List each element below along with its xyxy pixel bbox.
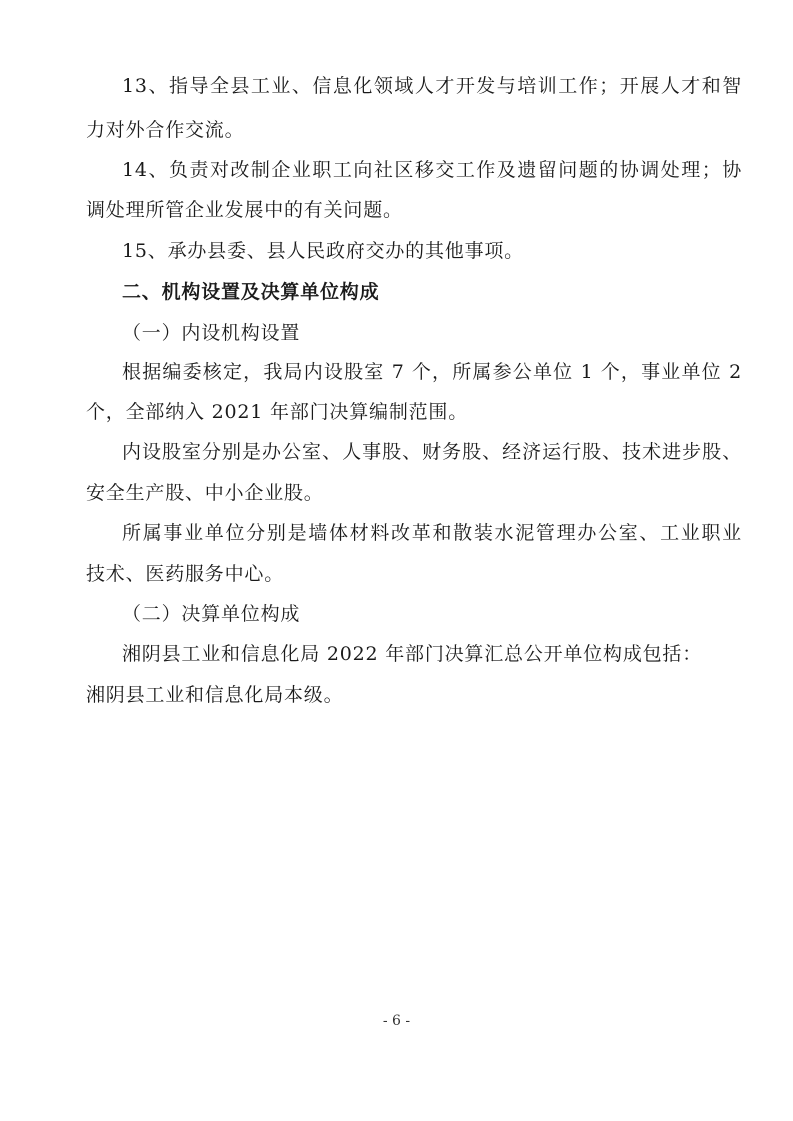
subheading-1: （一）内设机构设置 <box>122 322 301 344</box>
paragraph-13-line-1: 13、指导全县工业、信息化领域人才开发与培训工作；开展人才和智 <box>122 75 742 97</box>
paragraph-14-line-2: 调处理所管企业发展中的有关问题。 <box>86 199 403 221</box>
subheading-2: （二）决算单位构成 <box>122 603 301 625</box>
paragraph-compose-line-1: 湘阴县工业和信息化局 2022 年部门决算汇总公开单位构成包括： <box>122 643 703 665</box>
paragraph-offices-line-2: 安全生产股、中小企业股。 <box>86 482 324 504</box>
paragraph-core-line-1: 根据编委核定，我局内设股室 7 个，所属参公单位 1 个，事业单位 2 <box>122 361 742 383</box>
paragraph-units-line-1: 所属事业单位分别是墙体材料改革和散装水泥管理办公室、工业职业 <box>122 522 742 544</box>
paragraph-units-line-2: 技术、医药服务中心。 <box>86 563 285 585</box>
paragraph-13-line-2: 力对外合作交流。 <box>86 119 245 141</box>
paragraph-15: 15、承办县委、县人民政府交办的其他事项。 <box>122 240 524 262</box>
section-heading-2: 二、机构设置及决算单位构成 <box>122 281 380 303</box>
paragraph-offices-line-1: 内设股室分别是办公室、人事股、财务股、经济运行股、技术进步股、 <box>122 441 742 463</box>
page-number: - 6 - <box>382 1013 411 1029</box>
paragraph-compose-line-2: 湘阴县工业和信息化局本级。 <box>86 684 344 706</box>
paragraph-core-line-2: 个，全部纳入 2021 年部门决算编制范围。 <box>86 401 469 423</box>
paragraph-14-line-1: 14、负责对改制企业职工向社区移交工作及遗留问题的协调处理；协 <box>122 159 742 181</box>
